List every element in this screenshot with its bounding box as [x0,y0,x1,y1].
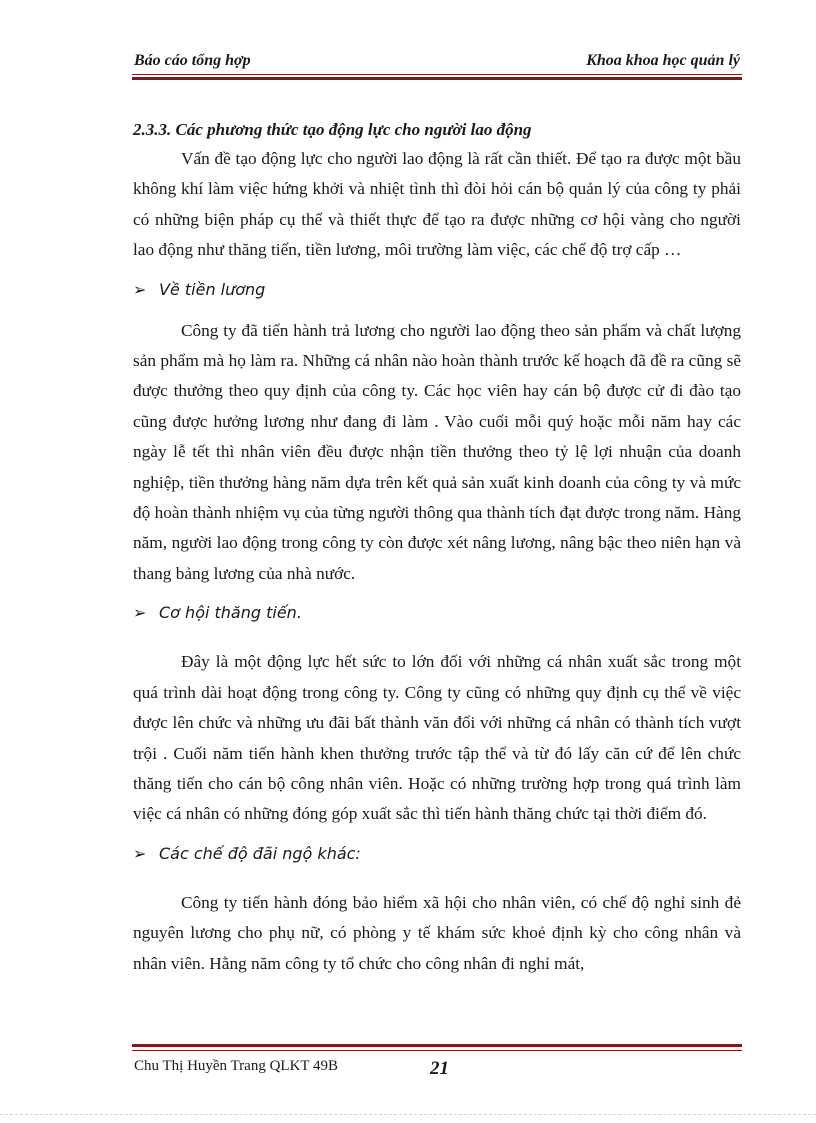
salary-paragraph: Công ty đã tiến hành trả lương cho người lao động theo sản phẩm và chất lượng sản phẩm mà họ làm ra. Những cá nhân nào hoàn thành trước kế hoạch đã đề ra cũng sẽ được thưởng theo quy định của công ty. Các học viên hay cán bộ được cử đi đào tạo cũng được hưởng lương như đang đi làm . Vào cuối mỗi quý hoặc mỗi năm hay các ngày lễ tết thì nhân viên đều được nhận tiền thưởng theo tỷ lệ lợi nhuận của doanh nghiệp, tiền thưởng hàng năm dựa trên kết quả sản xuất kinh doanh của công ty và mức độ hoàn thành nhiệm vụ của từng người thông qua thành tích đạt được trong năm. Hàng năm, người lao động trong công ty còn được xét nâng lương, nâng bậc theo niên hạn và thang bảng lương của nhà nước. [133,320,741,583]
page-number: 21 [430,1058,449,1079]
benefits-paragraph: Công ty tiến hành đóng bảo hiểm xã hội cho nhân viên, có chế độ nghỉ sinh đẻ nguyên lương cho phụ nữ, có phòng y tế khám sức khoẻ định kỳ cho công nhân và nhân viên. Hằng năm công ty tổ chức cho công nhân đi nghỉ mát, [133,892,741,973]
bullet-heading-benefits [133,840,741,868]
arrow-bullet-icon: ➢ [133,279,147,299]
bullet-heading-salary [133,276,741,304]
page-body [133,116,741,979]
bullet-title: Các chế độ đãi ngộ khác: [159,843,361,863]
arrow-bullet-icon: ➢ [133,603,147,623]
section-heading: 2.3.3. Các phương thức tạo động lực cho người lao động [133,120,532,139]
page-break-line [0,1114,816,1115]
bullet-title: Cơ hội thăng tiến. [159,603,302,623]
page-footer [132,1040,742,1100]
header-rule-thick [132,77,742,80]
header-rule-thin [132,74,742,75]
promotion-paragraph: Đây là một động lực hết sức to lớn đối với những cá nhân xuất sắc trong một quá trình dài hoạt động trong công ty. Công ty cũng có những quy định cụ thể về việc được lên chức và những ưu đãi bất thành văn đối với những cá nhân có thành tích vượt trội . Cuối năm tiến hành khen thưởng trước tập thể và từ đó lấy căn cứ để lên chức thăng tiến cho cán bộ công nhân viên. Hoặc có những trường hợp trong quá trình làm việc cá nhân có những đóng góp xuất sắc thì tiến hành thăng chức tại thời điểm đó. [133,652,741,824]
page-header [132,50,742,80]
footer-rule-thin [132,1050,742,1051]
arrow-bullet-icon: ➢ [133,843,147,863]
header-faculty: Khoa khoa học quản lý [586,52,740,69]
footer-author: Chu Thị Huyền Trang QLKT 49B [134,1058,339,1074]
intro-paragraph: Vấn đề tạo động lực cho người lao động là rất cần thiết. Để tạo ra được một bầu không khí làm việc hứng khởi và nhiệt tình thì đòi hỏi cán bộ quản lý của công ty phải có những biện pháp cụ thể và thiết thực để tạo ra được những cơ hội vàng cho người lao động như thăng tiến, tiền lương, môi trường làm việc, các chế độ trợ cấp … [133,149,741,260]
bullet-title: Về tiền lương [159,279,266,299]
header-report-title: Báo cáo tổng hợp [134,52,251,69]
footer-rule-thick [132,1044,742,1047]
bullet-heading-promotion [133,599,741,627]
